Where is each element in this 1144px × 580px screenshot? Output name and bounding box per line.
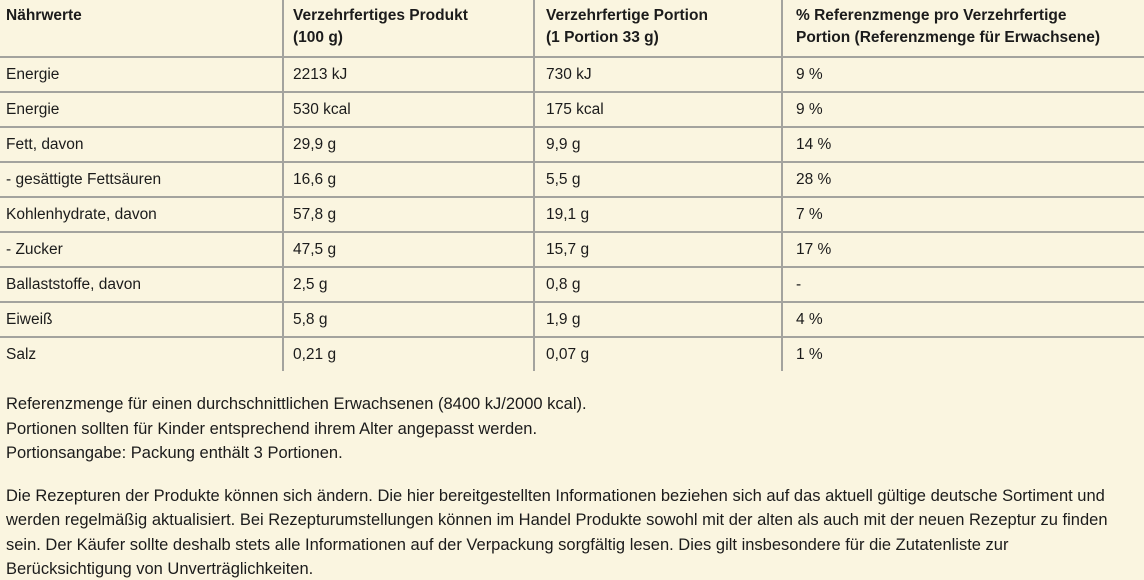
- nutrient-label: Kohlenhydrate, davon: [0, 197, 283, 232]
- table-row-sugar: [0, 232, 1144, 267]
- nutrient-label: - gesättigte Fettsäuren: [0, 162, 283, 197]
- value-per-100g: 2213 kJ: [283, 57, 534, 92]
- value-per-portion: 175 kcal: [534, 92, 782, 127]
- column-header-per-portion: [534, 0, 782, 57]
- value-per-portion: 19,1 g: [534, 197, 782, 232]
- value-per-100g: 16,6 g: [283, 162, 534, 197]
- value-per-100g: 5,8 g: [283, 302, 534, 337]
- reference-notes: [0, 392, 1144, 466]
- value-per-100g: 57,8 g: [283, 197, 534, 232]
- portion-note: Portionsangabe: Packung enthält 3 Portionen.: [6, 444, 343, 462]
- value-reference-percent: 14 %: [782, 127, 1144, 162]
- table-row-fat: [0, 127, 1144, 162]
- column-header-nutrients: [0, 0, 283, 57]
- table-row-protein: [0, 302, 1144, 337]
- column-header-line: (100 g): [293, 29, 343, 46]
- value-per-100g: 0,21 g: [283, 337, 534, 371]
- value-per-portion: 730 kJ: [534, 57, 782, 92]
- nutrient-label: - Zucker: [0, 232, 283, 267]
- column-header-line: Verzehrfertige Portion: [546, 7, 708, 24]
- value-per-100g: 2,5 g: [283, 267, 534, 302]
- table-row-salt: [0, 337, 1144, 371]
- value-reference-percent: 7 %: [782, 197, 1144, 232]
- value-per-portion: 0,07 g: [534, 337, 782, 371]
- column-header-line: Verzehrfertiges Produkt: [293, 7, 468, 24]
- table-row-fiber: [0, 267, 1144, 302]
- value-per-portion: 1,9 g: [534, 302, 782, 337]
- value-per-100g: 47,5 g: [283, 232, 534, 267]
- table-row-saturated-fat: [0, 162, 1144, 197]
- column-header-per-100g: [283, 0, 534, 57]
- value-per-100g: 530 kcal: [283, 92, 534, 127]
- column-header-reference-percent: [782, 0, 1144, 57]
- value-reference-percent: 28 %: [782, 162, 1144, 197]
- table-row-carbohydrates: [0, 197, 1144, 232]
- value-per-portion: 0,8 g: [534, 267, 782, 302]
- recipe-disclaimer: Die Rezepturen der Produkte können sich ändern. Die hier bereitgestellten Informationen beziehen sich auf das aktuell gültige deutsche Sortiment und werden regelmäßig aktualisiert. Bei Rezepturumstellungen können im Handel Produkte sowohl mit der alten als auch mit der neuen Rezeptur zu finden sein. Der Käufer sollte deshalb stets alle Informationen auf der Verpackung sorgfältig lesen. Dies gilt insbesondere für die Zutatenliste zur Berücksichtigung von Unverträglichkeiten.: [6, 486, 1108, 578]
- value-reference-percent: -: [782, 267, 1144, 302]
- value-reference-percent: 9 %: [782, 92, 1144, 127]
- table-row-energy-kj: [0, 57, 1144, 92]
- value-reference-percent: 1 %: [796, 345, 823, 363]
- nutrient-label: Energie: [0, 92, 283, 127]
- nutrient-label: Ballaststoffe, davon: [0, 267, 283, 302]
- table-row-energy-kcal: [0, 92, 1144, 127]
- value-reference-percent: 4 %: [782, 302, 1144, 337]
- value-reference-percent: 17 %: [782, 232, 1144, 267]
- value-per-100g: 29,9 g: [283, 127, 534, 162]
- value-reference-percent: 9 %: [782, 57, 1144, 92]
- value-per-portion: 5,5 g: [534, 162, 782, 197]
- table-header-row: [0, 0, 1144, 57]
- value-per-portion: 9,9 g: [534, 127, 782, 162]
- children-note: Portionen sollten für Kinder entsprechend ihrem Alter angepasst werden.: [6, 419, 538, 438]
- reference-note: Referenzmenge für einen durchschnittlichen Erwachsenen (8400 kJ/2000 kcal).: [6, 395, 587, 413]
- column-header-line: Nährwerte: [6, 7, 82, 24]
- nutrient-label: Energie: [0, 57, 283, 92]
- column-header-line: % Referenzmenge pro Verzehrfertige: [796, 7, 1067, 24]
- nutrient-label: Eiweiß: [0, 302, 283, 337]
- nutrient-label: Salz: [0, 337, 283, 371]
- column-header-line: (1 Portion 33 g): [546, 29, 659, 46]
- nutrient-label: Fett, davon: [0, 127, 283, 162]
- column-header-line: Portion (Referenzmenge für Erwachsene): [796, 29, 1101, 46]
- value-per-portion: 15,7 g: [534, 232, 782, 267]
